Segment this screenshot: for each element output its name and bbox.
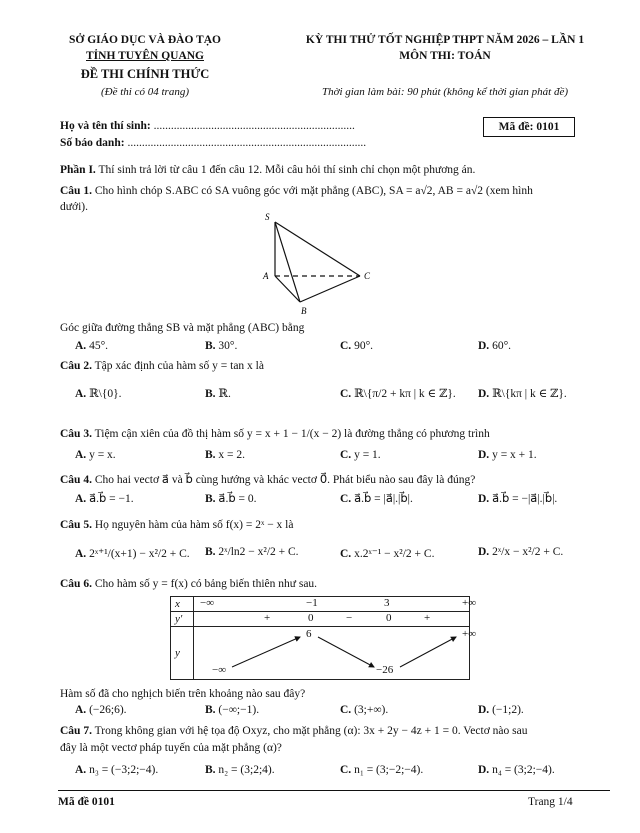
exam-code-box: Mã đề: 0101 xyxy=(483,117,575,137)
y-row xyxy=(171,627,470,680)
yp-sign-1: + xyxy=(264,612,271,624)
y-val-6: 6 xyxy=(306,628,312,640)
part1-title: Phần I. xyxy=(60,164,96,176)
q1-stem xyxy=(60,185,610,197)
q7-label: Câu 7. xyxy=(60,725,92,737)
part1-text: Thí sinh trả lời từ câu 1 đến câu 12. Mỗi câu hỏi thí sinh chỉ chọn một phương án. xyxy=(98,164,476,176)
q5-option-b[interactable]: B. 2ˣ/ln2 − x²/2 + C. xyxy=(205,546,299,558)
x-val-pos-inf: +∞ xyxy=(462,597,477,609)
x-val-neg-inf: −∞ xyxy=(200,597,215,609)
q1-text: Cho hình chóp S.ABC có SA vuông góc với mặt phẳng (ABC), SA = a√2, AB = a√2 (xem hình xyxy=(94,185,533,197)
x-val-3: 3 xyxy=(384,597,390,609)
q6-option-b[interactable]: B. (−∞;−1). xyxy=(205,704,260,716)
q2-option-c[interactable]: C. ℝ\{π/2 + kπ | k ∈ ℤ}. xyxy=(340,388,456,400)
q4-option-c[interactable]: C. a⃗.b⃗ = |a⃗|.|b⃗|. xyxy=(340,493,413,505)
province-name xyxy=(40,50,250,62)
yprime-values xyxy=(194,612,470,627)
x-row xyxy=(171,597,470,612)
q5-option-c[interactable]: C. x.2ˣ⁻¹ − x²/2 + C. xyxy=(340,548,435,560)
q4-label: Câu 4. xyxy=(60,474,92,486)
q6-option-c[interactable]: C. (3;+∞). xyxy=(340,704,389,716)
q4-stem xyxy=(60,472,610,486)
vertex-B: B xyxy=(301,306,307,316)
q6-stem xyxy=(60,578,610,590)
official-label: ĐỀ THI CHÍNH THỨC xyxy=(80,67,210,81)
id-label: Số báo danh: xyxy=(60,137,125,149)
q2-text: Tập xác định của hàm số y = tan x là xyxy=(94,360,264,372)
pyramid-figure xyxy=(255,210,385,320)
q6-label: Câu 6. xyxy=(60,578,92,590)
q2-option-b[interactable]: B. ℝ. xyxy=(205,388,231,400)
q3-option-c[interactable]: C. y = 1. xyxy=(340,449,381,461)
q6-text: Cho hàm số y = f(x) có bảng biến thiên như sau. xyxy=(94,578,318,590)
candidate-id-row xyxy=(60,137,366,149)
q4-option-b[interactable]: B. a⃗.b⃗ = 0. xyxy=(205,493,257,505)
province-text: TỈNH TUYÊN QUANG xyxy=(86,50,204,62)
q5-option-d[interactable]: D. 2ˣ/x − x²/2 + C. xyxy=(478,546,564,558)
y-val-pos-inf: +∞ xyxy=(462,628,477,640)
department-name: SỞ GIÁO DỤC VÀ ĐÀO TẠO xyxy=(69,34,221,46)
q7-stem xyxy=(60,725,610,737)
q1-option-c[interactable]: C. 90°. xyxy=(340,340,374,352)
x-val-neg1: −1 xyxy=(306,597,318,609)
y-label: y xyxy=(171,627,194,680)
q7-stem-cont: đây là một vectơ pháp tuyến của mặt phẳng (α)? xyxy=(60,742,282,754)
q1-question: Góc giữa đường thẳng SB và mặt phẳng (ABC) bằng xyxy=(60,322,305,334)
q7-text: Trong không gian với hệ tọa độ Oxyz, cho mặt phẳng (α): 3x + 2y − 4z + 1 = 0. Vectơ nào sau xyxy=(94,725,528,737)
yp-sign-3: + xyxy=(424,612,431,624)
vertex-S: S xyxy=(265,212,270,222)
footer-page: Trang 1/4 xyxy=(528,796,573,808)
yprime-label: y′ xyxy=(171,612,194,627)
q6-option-d[interactable]: D. (−1;2). xyxy=(478,704,524,716)
q1-option-a[interactable]: A. 45°. xyxy=(75,340,109,352)
part1-instructions xyxy=(60,164,610,176)
vertex-C: C xyxy=(364,271,371,281)
yp-zero-2: 0 xyxy=(386,612,392,624)
q3-stem xyxy=(60,428,610,440)
q4-option-d[interactable]: D. a⃗.b⃗ = −|a⃗|.|b⃗|. xyxy=(478,493,558,505)
q6-question: Hàm số đã cho nghịch biến trên khoảng nào sau đây? xyxy=(60,688,306,700)
q3-label: Câu 3. xyxy=(60,428,92,440)
q1-stem-cont: dưới). xyxy=(60,201,88,213)
q5-label: Câu 5. xyxy=(60,519,92,531)
q5-option-a[interactable]: A. 2ˣ⁺¹/(x+1) − x²/2 + C. xyxy=(75,548,190,560)
q1-label: Câu 1. xyxy=(60,185,92,197)
q2-option-a[interactable]: A. ℝ\{0}. xyxy=(75,388,122,400)
yp-sign-2: − xyxy=(346,612,353,624)
q7-option-b[interactable]: B. n₂ = (3;2;4). xyxy=(205,764,275,776)
page-count: (Đề thi có 04 trang) xyxy=(101,86,189,98)
q7-option-c[interactable]: C. n₁ = (3;−2;−4). xyxy=(340,764,424,776)
yp-zero-1: 0 xyxy=(308,612,314,624)
q2-stem xyxy=(60,360,610,372)
q4-option-a[interactable]: A. a⃗.b⃗ = −1. xyxy=(75,493,134,505)
q5-stem xyxy=(60,519,610,531)
q6-option-a[interactable]: A. (−26;6). xyxy=(75,704,127,716)
q3-option-a[interactable]: A. y = x. xyxy=(75,449,116,461)
q3-option-d[interactable]: D. y = x + 1. xyxy=(478,449,537,461)
y-val-neg26: −26 xyxy=(376,664,394,676)
x-label: x xyxy=(171,597,194,612)
subject: MÔN THI: TOÁN xyxy=(399,50,491,62)
q7-option-a[interactable]: A. n₃ = (−3;2;−4). xyxy=(75,764,159,776)
variation-table xyxy=(170,596,477,680)
q4-text: Cho hai vectơ a⃗ và b⃗ cùng hướng và khác vectơ 0⃗. Phát biểu nào sau đây là đúng? xyxy=(94,474,476,486)
footer-code: Mã đề 0101 xyxy=(58,796,115,808)
q3-option-b[interactable]: B. x = 2. xyxy=(205,449,246,461)
footer-rule xyxy=(58,790,610,791)
q2-option-d[interactable]: D. ℝ\{kπ | k ∈ ℤ}. xyxy=(478,388,567,400)
q1-option-b[interactable]: B. 30°. xyxy=(205,340,238,352)
q3-text: Tiệm cận xiên của đồ thị hàm số y = x + 1 − 1/(x − 2) là đường thẳng có phương trình xyxy=(94,428,490,440)
name-dots: ...................................................................... xyxy=(153,120,355,132)
q7-option-d[interactable]: D. n₄ = (3;2;−4). xyxy=(478,764,555,776)
y-values xyxy=(194,627,477,680)
y-val-neg-inf: −∞ xyxy=(212,664,227,676)
time-note: Thời gian làm bài: 90 phút (không kể thời gian phát đề) xyxy=(321,86,569,98)
name-label: Họ và tên thí sinh: xyxy=(60,120,151,132)
exam-title: KỲ THI THỬ TỐT NGHIỆP THPT NĂM 2026 – LẦN 1 xyxy=(305,34,585,46)
candidate-name-row xyxy=(60,120,355,132)
x-values xyxy=(194,597,477,612)
yprime-row xyxy=(171,612,470,627)
q1-option-d[interactable]: D. 60°. xyxy=(478,340,512,352)
id-dots: ................................................................................... xyxy=(127,137,367,149)
q2-label: Câu 2. xyxy=(60,360,92,372)
vertex-A: A xyxy=(263,271,269,281)
variation-arrows xyxy=(194,627,484,679)
q5-text: Họ nguyên hàm của hàm số f(x) = 2ˣ − x là xyxy=(94,519,294,531)
